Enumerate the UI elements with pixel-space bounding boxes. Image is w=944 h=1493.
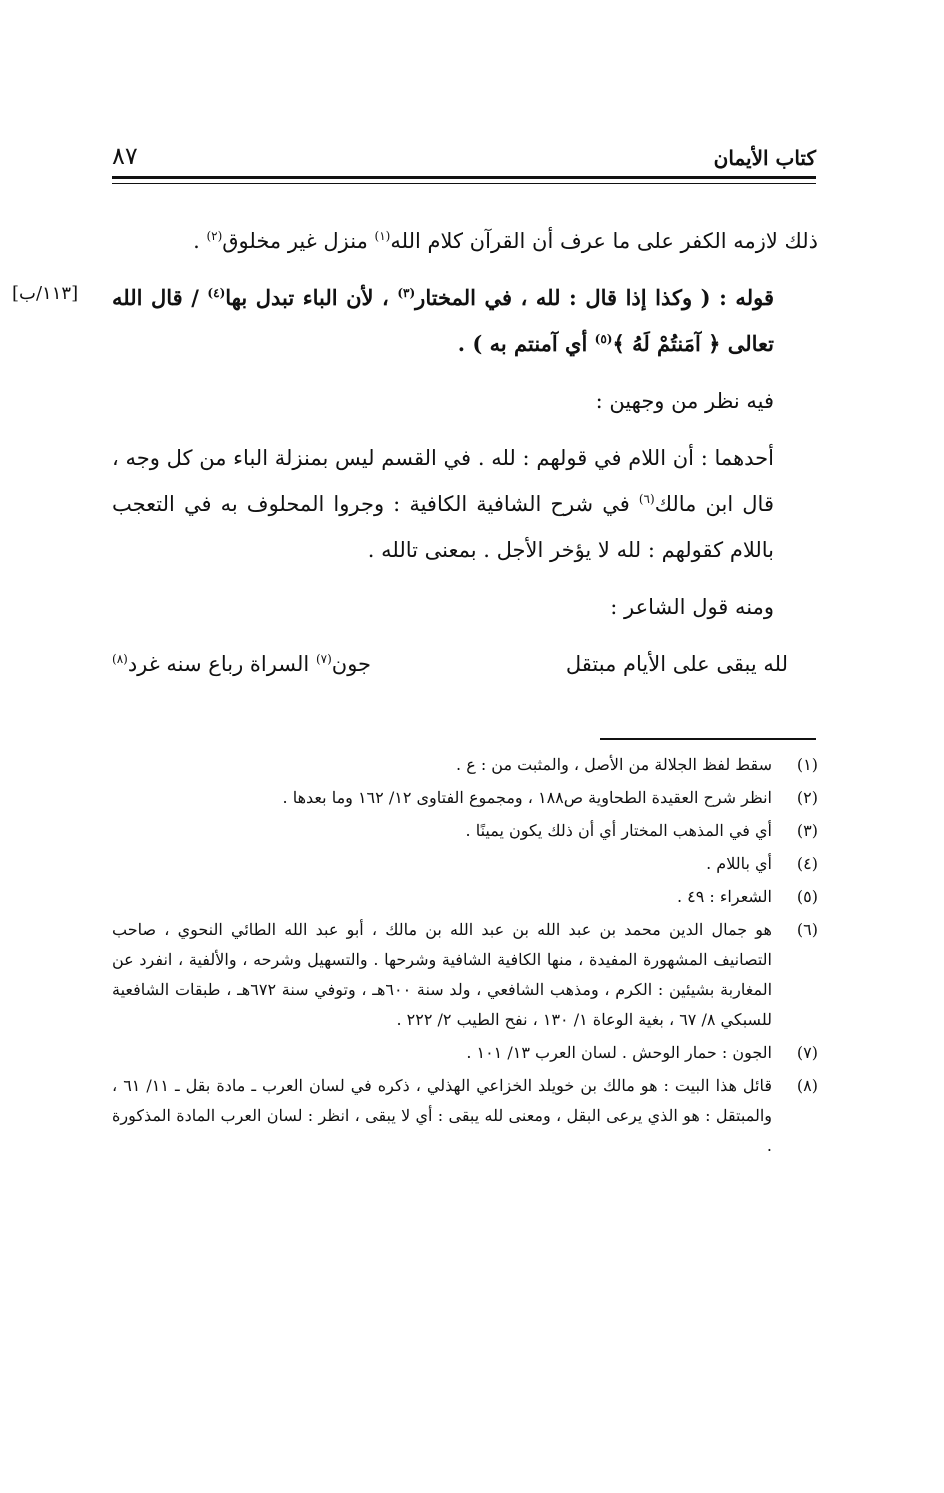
poetry-verse: [112, 641, 818, 687]
footnote-2: (٢) انظر شرح العقيدة الطحاوية ص١٨٨ ، ومجموع الفتاوى ١٢/ ١٦٢ وما بعدها .: [282, 788, 818, 807]
footnote-ref-5: (٥): [594, 332, 613, 346]
paragraph-1: ذلك لازمه الكفر على ما عرف أن القرآن كلام الله$^{(١)}$ منزل غير مخلوق$^{(٢)}$ .: [193, 229, 818, 253]
footnotes: [112, 750, 818, 1164]
paragraph-4: أحدهما : أن اللام في قولهم : لله . في القسم ليس بمنزلة الباء من كل وجه ، قال ابن مالك$^{(٦)}$ في شرح الشافية الكافية : وجروا المحلوف به في التعجب باللام كقولهم : لله لا يؤخر الأجل . بمعنى تالله .: [112, 446, 774, 562]
footnote-ref-1: (١): [374, 229, 391, 243]
footnote-3: (٣) أي في المذهب المختار أي أن ذلك يكون يمينًا .: [465, 821, 818, 840]
paragraph-3: فيه نظر من وجهين :: [595, 389, 774, 413]
main-text: [112, 218, 818, 687]
footnote-4: (٤) أي باللام .: [706, 854, 818, 873]
footnote-8: (٨) قائل هذا البيت : هو مالك بن خويلد الخزاعي الهذلي ، ذكره في لسان العرب ـ مادة بقل ـ ١١/ ٦١ ، والمبتقل : هو الذي يرعى البقل ، ومعنى لله يبقى : أي لا يبقى ، انظر : لسان العرب المادة المذكورة .: [112, 1076, 818, 1155]
footnote-ref-4: (٤): [207, 286, 226, 300]
footnote-7: (٧) الجون : حمار الوحش . لسان العرب ١٣/ ١٠١ .: [466, 1043, 818, 1062]
page-number: ٨٧: [112, 142, 138, 170]
footnote-ref-3: (٣): [397, 286, 416, 300]
paragraph-2: قوله : ( وكذا إذا قال : لله ، في المختار$^{(٣)}$ ، لأن الباء تبدل بها$^{(٤)}$ / قال الله تعالى ﴿ آمَنتُمْ لَهُ ﴾$^{(٥)}$ أي آمنتم به ) .: [112, 285, 774, 356]
header-rule-thick: [112, 176, 816, 179]
footnote-6: (٦) هو جمال الدين محمد بن عبد الله بن عبد الله بن مالك ، أبو عبد الله الطائي النحوي ، صاحب التصانيف المشهورة المفيدة ، منها الكافية الشافية وشرحها . والتسهيل وشرحه ، والألفية ، انفرد عن المغاربة بشيئين : الكرم ، ومذهب الشافعي ، ولد سنة ٦٠٠هـ ، وتوفي سنة ٦٧٢هـ ، طبقات الشافعية للسبكي ٨/ ٦٧ ، بغية الوعاة ١/ ١٣٠ ، نفح الطيب ٢/ ٢٢٢ .: [112, 920, 818, 1029]
footnote-ref-7: (٧): [315, 652, 332, 666]
verse-second-hemistich: جون$^{(٧)}$ السراة رباع سنه غرد$^{(٨)}$: [112, 652, 372, 676]
header-rule-thin: [112, 183, 816, 184]
footnote-ref-6: (٦): [638, 492, 655, 506]
verse-first-hemistich: لله يبقى على الأيام مبتقل: [565, 652, 788, 676]
running-title: كتاب الأيمان: [713, 146, 816, 170]
footnote-separator: [600, 738, 816, 740]
footnote-ref-2: (٢): [206, 229, 223, 243]
footnote-5: (٥) الشعراء : ٤٩ .: [676, 887, 818, 906]
footnote-ref-8: (٨): [112, 652, 128, 666]
footnote-1: (١) سقط لفظ الجلالة من الأصل ، والمثبت من : ع .: [456, 755, 818, 774]
page-header: [112, 136, 816, 170]
manuscript-margin-note: [١١٣/ب]: [12, 283, 79, 304]
paragraph-5: ومنه قول الشاعر :: [610, 595, 774, 619]
